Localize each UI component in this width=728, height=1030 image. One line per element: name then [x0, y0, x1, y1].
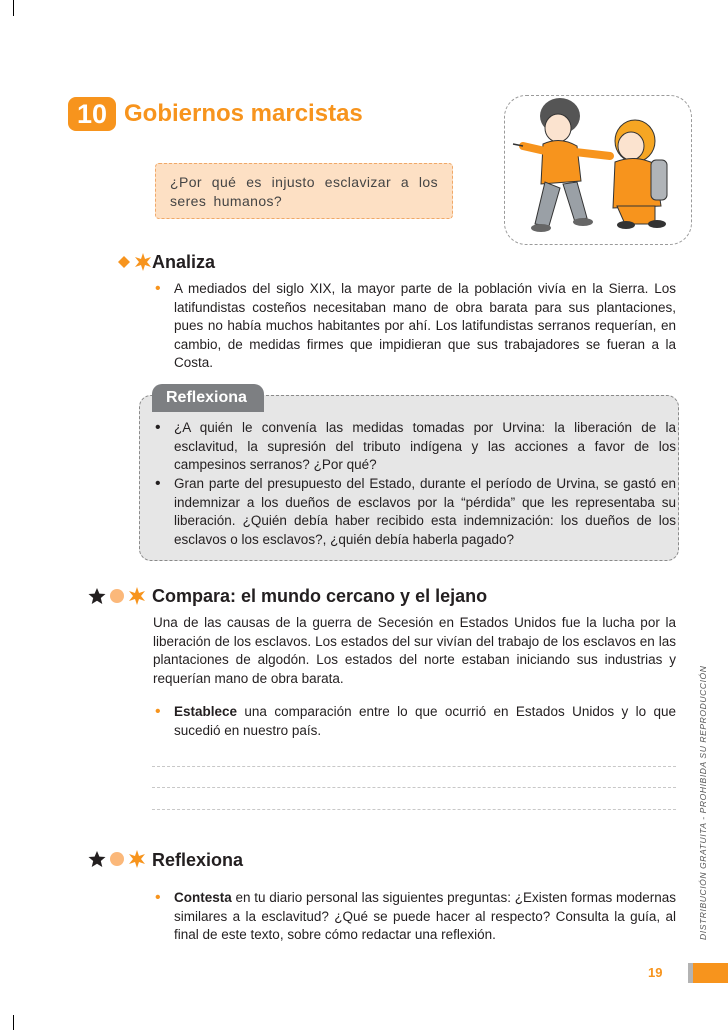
reflexiona-item-text: ¿A quién le convenía las medidas tomadas por Urvina: la liberación de la esclavitud, la supresión del tributo indígena y las acciones a favor de los campesinos serranos? ¿Por qué? — [174, 420, 676, 472]
circle-icon — [109, 851, 125, 867]
compara-icons — [88, 587, 146, 605]
bullet-icon: • — [155, 889, 161, 906]
compara-task — [153, 703, 676, 740]
reflexiona-icons — [88, 850, 146, 868]
star-icon — [88, 850, 106, 868]
reflexiona-item-1 — [153, 419, 676, 475]
task-text: una comparación entre lo que ocurrió en Estados Unidos y lo que sucedió en nuestro país. — [174, 704, 676, 738]
reflexiona-item-text: Gran parte del presupuesto del Estado, durante el período de Urvina, se gastó en indemnizar a los dueños de esclavos por la “pérdida” que les representaba su liberación. ¿Quién debía haber recibido esta indemnización: los dueños de los esclavos o los esclavos?, ¿quién debía haberla pagado? — [174, 476, 676, 547]
lesson-number-badge: 10 — [68, 97, 116, 131]
lesson-title: Gobiernos marcistas — [124, 100, 363, 127]
answer-line[interactable] — [152, 787, 676, 788]
children-illustration — [504, 95, 692, 245]
star-icon — [88, 587, 106, 605]
reflexiona-heading: Reflexiona — [152, 850, 244, 870]
bullet-icon: • — [155, 475, 161, 492]
lesson-header — [68, 94, 363, 134]
analiza-text — [153, 280, 676, 373]
bullet-icon: • — [155, 419, 161, 436]
page-tab-edge — [688, 963, 693, 983]
children-drawing-icon — [505, 96, 692, 245]
circle-icon — [109, 588, 125, 604]
crop-mark — [13, 0, 14, 16]
reflexiona-task — [153, 889, 676, 945]
task-text: en tu diario personal las siguientes preguntas: ¿Existen formas modernas similares a la esclavitud? ¿Qué se puede hacer al respecto? Consulta la guía, al final de este texto, sobre cómo redactar una reflexión. — [174, 890, 676, 942]
task-verb: Establece — [174, 704, 238, 719]
bullet-icon: • — [155, 703, 161, 720]
diamond-icon — [117, 255, 131, 269]
answer-line[interactable] — [152, 809, 676, 810]
page-number: 19 — [648, 965, 663, 980]
distribution-note: DISTRIBUCIÓN GRATUITA - PROHIBIDA SU REPRODUCCIÓN — [698, 665, 708, 940]
crop-mark — [13, 1015, 14, 1030]
sun-icon — [134, 253, 152, 271]
analiza-heading: Analiza — [152, 252, 216, 272]
guiding-question-box: ¿Por qué es injusto esclavizar a los seres humanos? — [155, 163, 453, 219]
bullet-icon: • — [155, 280, 161, 297]
sun-icon — [128, 850, 146, 868]
analiza-icons — [117, 253, 152, 271]
sun-icon — [128, 587, 146, 605]
answer-line[interactable] — [152, 766, 676, 767]
analiza-paragraph: A mediados del siglo XIX, la mayor parte de la población vivía en la Sierra. Los latifundistas costeños necesitaban mano de obra barata para sus plantaciones, pues no había muchos habitantes por ahí. Los latifundistas serranos requerían, en cambio, de medidas firmes que impidieran que sus trabajadores se fueran a la Costa. — [174, 281, 676, 370]
page-tab — [688, 963, 728, 983]
compara-paragraph: Una de las causas de la guerra de Secesión en Estados Unidos fue la lucha por la liberación de los esclavos. Los estados del sur vivían del trabajo de los esclavos en las plantaciones de algodón. Los estados del norte estaban iniciando sus industrias y requerían mano de obra barata. — [153, 615, 676, 686]
task-verb: Contesta — [174, 890, 232, 905]
reflexiona-tab: Reflexiona — [152, 384, 264, 412]
compara-heading: Compara: el mundo cercano y el lejano — [152, 586, 488, 606]
reflexiona-item-2 — [153, 475, 676, 549]
